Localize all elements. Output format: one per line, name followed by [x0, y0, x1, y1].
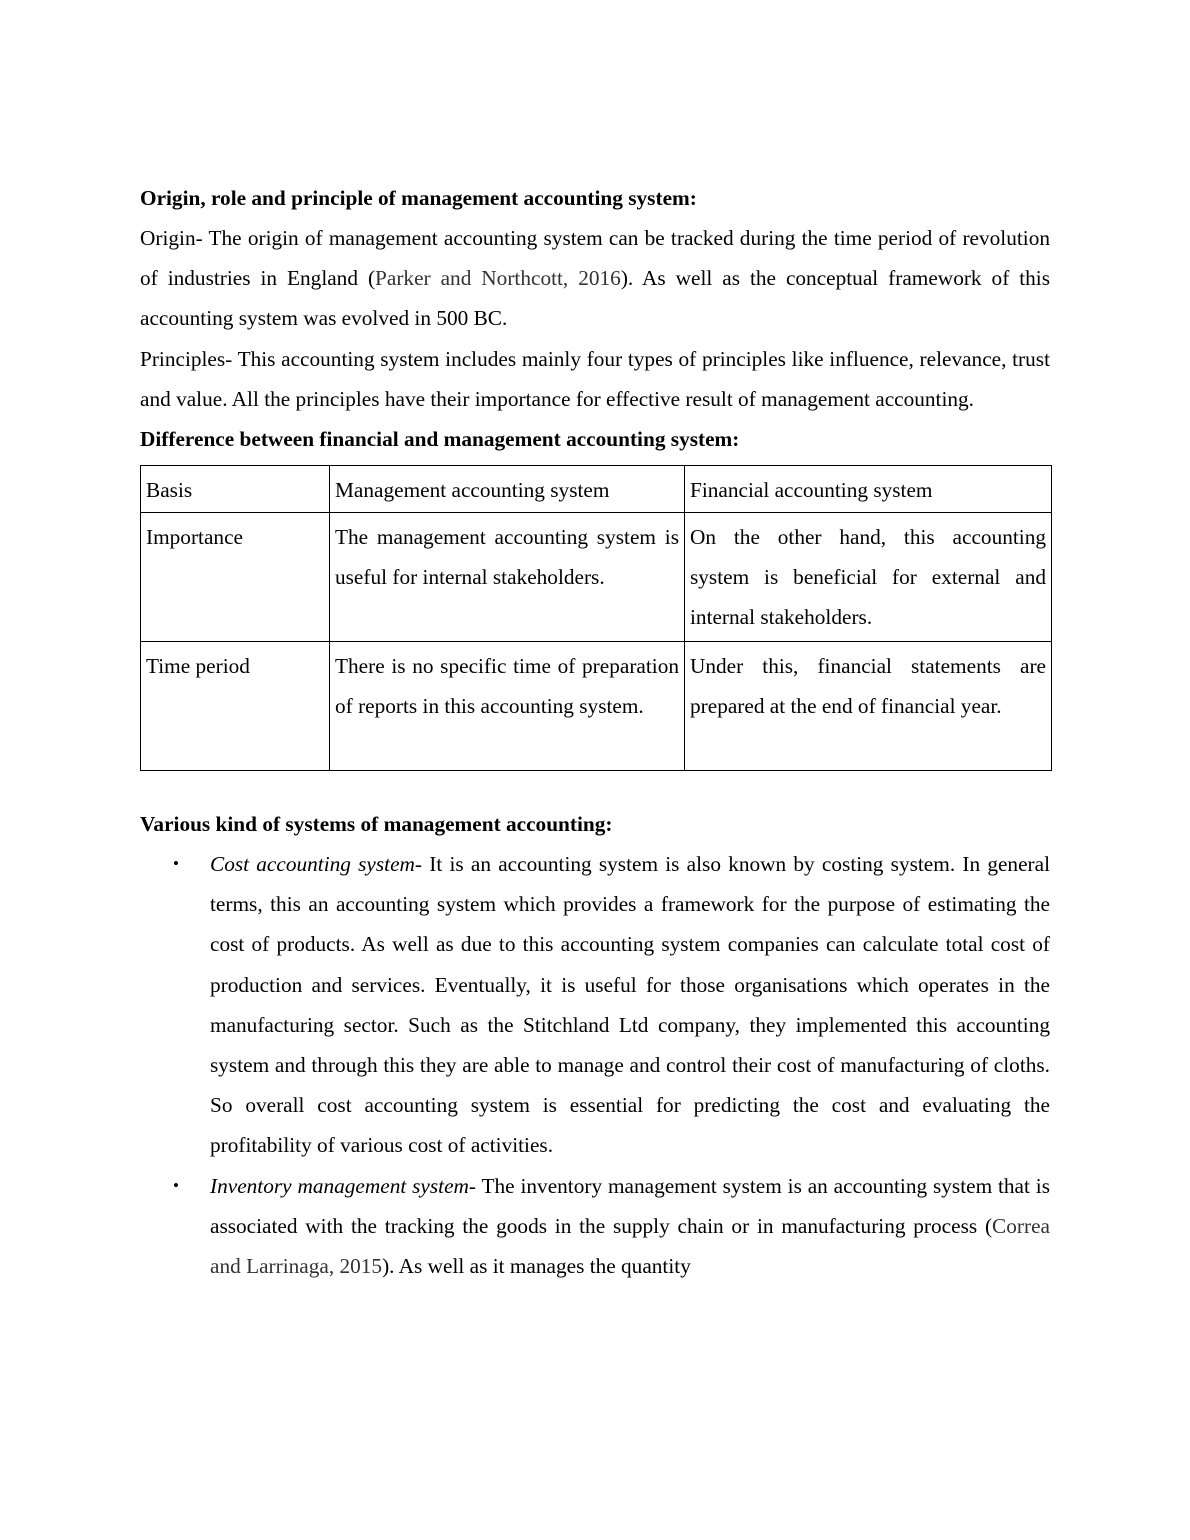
- table-cell: Under this, financial statements are prepared at the end of financial year.: [685, 642, 1052, 771]
- term-cost-accounting: Cost accounting system-: [210, 852, 423, 877]
- document-page: [140, 178, 1050, 1286]
- header-cell-management: Management accounting system: [330, 466, 685, 513]
- term-inventory-management: Inventory management system-: [210, 1173, 477, 1198]
- citation-parker-northcott: Parker and Northcott, 2016: [375, 266, 621, 291]
- table-cell: Time period: [141, 642, 330, 771]
- header-cell-basis: Basis: [141, 466, 330, 513]
- citation-correa-larrinaga: Correa and Larrinaga, 2015: [210, 1213, 1050, 1279]
- comparison-table: [140, 465, 1052, 771]
- section-heading-systems: Various kind of systems of management accounting:: [140, 812, 613, 837]
- table-row: [141, 642, 1052, 771]
- table-header-row: [141, 466, 1052, 513]
- section-heading-origin: Origin, role and principle of management accounting system:: [140, 186, 697, 210]
- table-row: [141, 513, 1052, 642]
- bullet-icon: •: [173, 854, 179, 874]
- header-cell-financial: Financial accounting system: [685, 466, 1052, 513]
- table-cell: On the other hand, this accounting system is beneficial for external and internal stakeholders.: [685, 513, 1052, 642]
- systems-list: [140, 844, 1050, 1286]
- paragraph-principles: Principles- This accounting system includes mainly four types of principles like influence, relevance, trust and value. All the principles have their importance for effective result of management accounting.: [140, 346, 1050, 411]
- paragraph-origin: Origin- The origin of management accounting system can be tracked during the time period of revolution of industries in England (Parker and Northcott, 2016). As well as the conceptual framework of this accounting system was evolved in 500 BC.: [140, 226, 1051, 331]
- table-cell: There is no specific time of preparation of reports in this accounting system.: [330, 642, 685, 771]
- list-item: • Inventory management system- The inventory management system is an accounting system that is associated with the tracking the goods in the supply chain or in manufacturing process (Correa and Larrinaga, 2015). As well as it manages the quantity: [210, 1166, 1050, 1287]
- bullet-icon: •: [173, 1175, 179, 1195]
- list-item: • Cost accounting system- It is an accounting system is also known by costing system. In general terms, this an accounting system which provides a framework for the purpose of estimating the cost of products. As well as due to this accounting system companies can calculate total cost of production and services. Eventually, it is useful for those organisations which operates in the manufacturing sector. Such as the Stitchland Ltd company, they implemented this accounting system and through this they are able to manage and control their cost of manufacturing of cloths. So overall cost accounting system is essential for predicting the cost and evaluating the profitability of various cost of activities.: [210, 844, 1050, 1166]
- table-cell: Importance: [141, 513, 330, 642]
- table-cell: The management accounting system is useful for internal stakeholders.: [330, 513, 685, 642]
- section-heading-difference: Difference between financial and management accounting system:: [140, 427, 740, 452]
